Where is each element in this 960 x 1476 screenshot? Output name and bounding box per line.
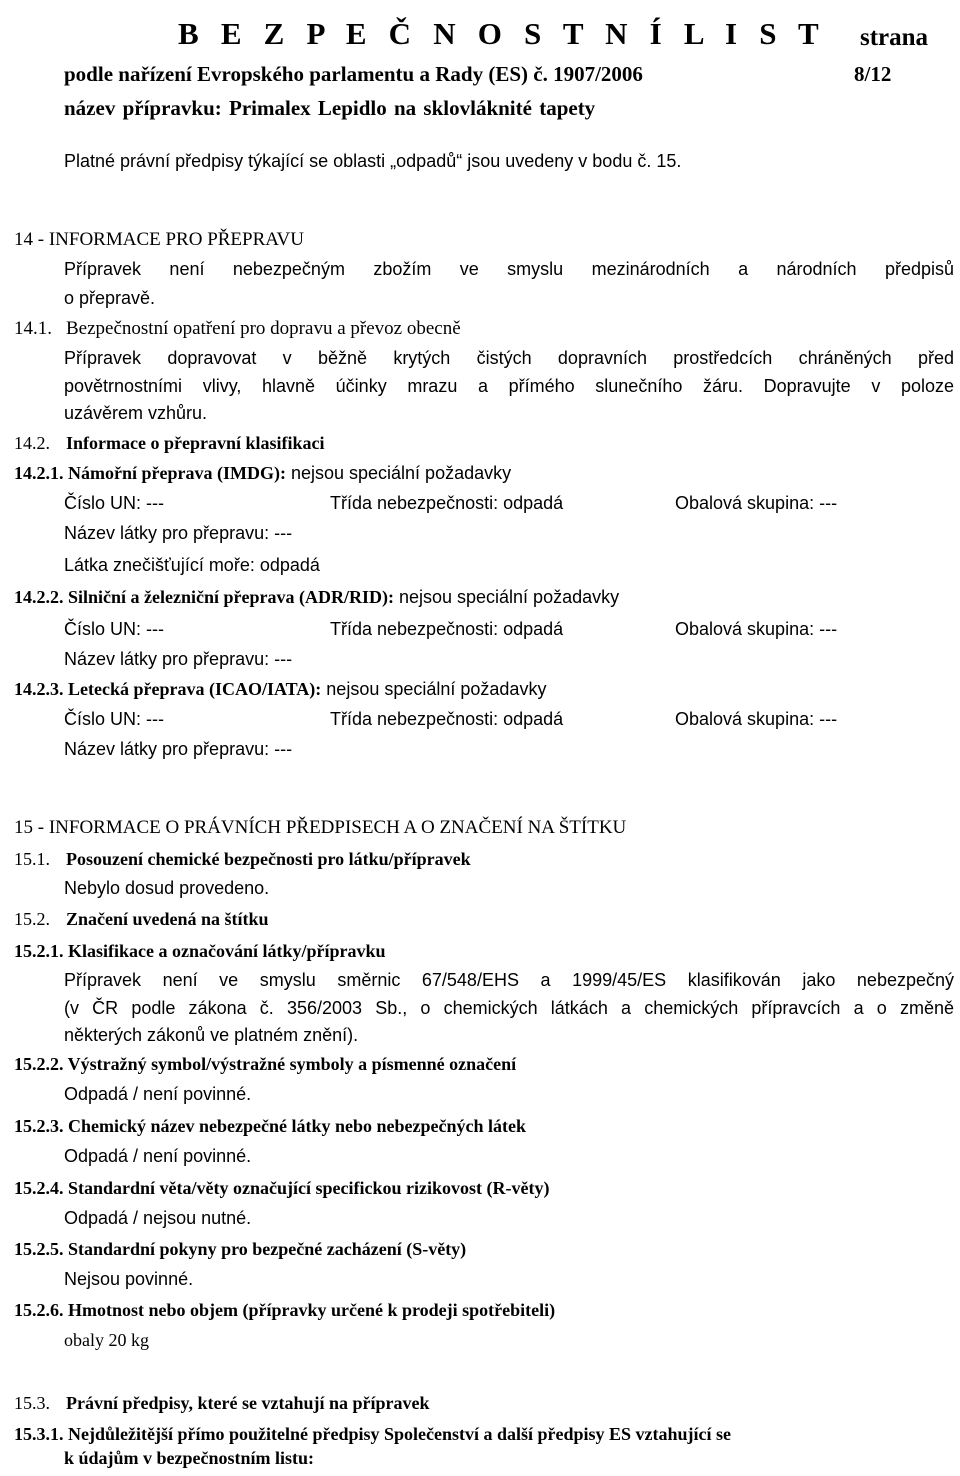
section-14-2-title: Informace o přepravní klasifikaci xyxy=(66,433,325,453)
section-15-2-number: 15.2. xyxy=(14,909,50,929)
section-14-2-3-line xyxy=(14,679,546,700)
document-title: B E Z P E Č N O S T N Í L I S T xyxy=(178,16,826,51)
imdg-shipping-name: Název látky pro přepravu: --- xyxy=(64,523,293,543)
section-15-2-5-text: Nejsou povinné. xyxy=(64,1269,194,1289)
section-14-1-text-line2: povětrnostními vlivy, hlavně účinky mrazu a přímého slunečního žáru. Dopravujte v poloze xyxy=(64,376,954,396)
icao-hazard-class: Třída nebezpečnosti: odpadá xyxy=(330,709,564,729)
section-15-2-1-text-line3: některých zákonů ve platném znění). xyxy=(64,1025,359,1045)
page-label: strana xyxy=(860,24,929,51)
section-15-2-3-title: 15.2.3. Chemický název nebezpečné látky nebo nebezpečných látek xyxy=(14,1116,526,1136)
section-15-2-4-title: 15.2.4. Standardní věta/věty označující specifickou rizikovost (R-věty) xyxy=(14,1178,550,1198)
section-15-3-1-line2: k údajům v bezpečnostním listu: xyxy=(64,1448,315,1468)
regulation-line: podle nařízení Evropského parlamentu a Rady (ES) č. 1907/2006 xyxy=(64,62,643,86)
section-14-1-title: Bezpečnostní opatření pro dopravu a převoz obecně xyxy=(66,318,461,339)
imdg-hazard-class: Třída nebezpečnosti: odpadá xyxy=(330,493,564,513)
section-14-2-1-rest: nejsou speciální požadavky xyxy=(285,463,512,483)
section-14-2-2-rest: nejsou speciální požadavky xyxy=(393,587,620,607)
adr-un-number: Číslo UN: --- xyxy=(64,619,164,639)
section-15-2-6-text: obaly 20 kg xyxy=(64,1330,149,1350)
section-15-1-text: Nebylo dosud provedeno. xyxy=(64,878,270,898)
icao-shipping-name: Název látky pro přepravu: --- xyxy=(64,739,293,759)
section-15-3-1-line1: 15.3.1. Nejdůležitější přímo použitelné předpisy Společenství a další předpisy ES vztahující se xyxy=(14,1424,732,1444)
section-15-2-3-text: Odpadá / není povinné. xyxy=(64,1146,252,1166)
imdg-marine-pollutant: Látka znečišťující moře: odpadá xyxy=(64,555,320,575)
imdg-packing-group: Obalová skupina: --- xyxy=(675,493,838,513)
section-15-1-title: Posouzení chemické bezpečnosti pro látku/přípravek xyxy=(66,849,471,869)
section-14-1-text-line1: Přípravek dopravovat v běžně krytých čistých dopravních prostředcích chráněných před xyxy=(64,348,954,368)
section-14-2-3-title: 14.2.3. Letecká přeprava (ICAO/IATA): xyxy=(14,679,322,699)
section-15-2-2-title: 15.2.2. Výstražný symbol/výstražné symboly a písmenné označení xyxy=(14,1054,517,1074)
section-14-text-line2: o přepravě. xyxy=(64,288,156,308)
intro-line: Platné právní předpisy týkající se oblasti „odpadů“ jsou uvedeny v bodu č. 15. xyxy=(64,151,682,171)
section-15-2-6-title: 15.2.6. Hmotnost nebo objem (přípravky určené k prodeji spotřebiteli) xyxy=(14,1300,556,1320)
icao-un-number: Číslo UN: --- xyxy=(64,709,164,729)
section-15-2-title: Značení uvedená na štítku xyxy=(66,909,269,929)
section-15-3-title: Právní předpisy, které se vztahují na přípravek xyxy=(66,1393,430,1413)
icao-packing-group: Obalová skupina: --- xyxy=(675,709,838,729)
imdg-un-number: Číslo UN: --- xyxy=(64,493,164,513)
section-14-2-1-title: 14.2.1. Námořní přeprava (IMDG): xyxy=(14,463,286,483)
product-name-line: název přípravku: Primalex Lepidlo na sklovláknité tapety xyxy=(64,96,596,120)
adr-packing-group: Obalová skupina: --- xyxy=(675,619,838,639)
section-15-2-4-text: Odpadá / nejsou nutné. xyxy=(64,1208,252,1228)
section-15-2-1-text-line1: Přípravek není ve smyslu směrnic 67/548/EHS a 1999/45/ES klasifikován jako nebezpečný xyxy=(64,970,954,990)
section-15-2-1-title: 15.2.1. Klasifikace a označování látky/přípravku xyxy=(14,941,386,961)
section-15-heading: 15 - INFORMACE O PRÁVNÍCH PŘEDPISECH A O ZNAČENÍ NA ŠTÍTKU xyxy=(14,817,627,838)
section-15-1-number: 15.1. xyxy=(14,849,50,869)
section-14-2-2-title: 14.2.2. Silniční a železniční přeprava (ADR/RID): xyxy=(14,587,394,607)
section-14-2-number: 14.2. xyxy=(14,433,50,453)
page-number: 8/12 xyxy=(854,62,892,86)
adr-shipping-name: Název látky pro přepravu: --- xyxy=(64,649,293,669)
section-14-1-number: 14.1. xyxy=(14,318,52,339)
section-14-1-text-line3: uzávěrem vzhůru. xyxy=(64,403,208,423)
section-15-3-number: 15.3. xyxy=(14,1393,50,1413)
section-15-2-1-text-line2: (v ČR podle zákona č. 356/2003 Sb., o chemických látkách a chemických přípravcích a o změně xyxy=(64,998,954,1018)
section-14-2-2-line xyxy=(14,587,619,608)
section-14-text-line1: Přípravek není nebezpečným zbožím ve smyslu mezinárodních a národních předpisů xyxy=(64,259,954,279)
section-14-heading: 14 - INFORMACE PRO PŘEPRAVU xyxy=(14,229,304,250)
section-14-2-1-line xyxy=(14,463,511,484)
section-15-2-5-title: 15.2.5. Standardní pokyny pro bezpečné zacházení (S-věty) xyxy=(14,1239,467,1259)
section-15-2-2-text: Odpadá / není povinné. xyxy=(64,1084,252,1104)
section-14-2-3-rest: nejsou speciální požadavky xyxy=(321,679,547,699)
adr-hazard-class: Třída nebezpečnosti: odpadá xyxy=(330,619,564,639)
